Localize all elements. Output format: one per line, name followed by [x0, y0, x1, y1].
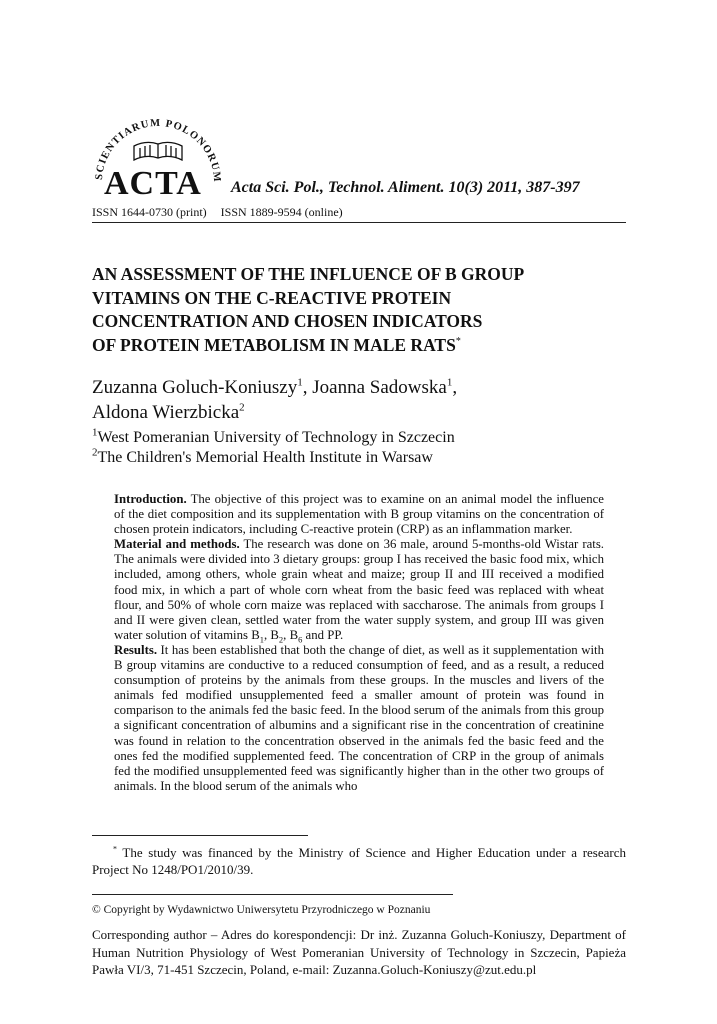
corresponding-author: Corresponding author – Adres do korespondencji: Dr inż. Zuzanna Goluch-Koniuszy, Department of Human Nutrition Physiology of West Pomeranian University of Technology in Szczecin, Papieża Pawła VI/3, 71-451 Szczecin, Poland, e-mail: Zuzanna.Goluch-Koniuszy@zut.edu.pl [92, 927, 626, 977]
title-line: AN ASSESSMENT OF THE INFLUENCE OF B GROUP [92, 264, 525, 284]
paper-title [92, 263, 626, 357]
issn-print: ISSN 1644-0730 (print) [92, 205, 207, 219]
abstract-results: Results. It has been established that both the change of diet, as well as it supplementation with B group vitamins are conductive to a reduced consumption of feed, and as a result, a reduced consumption of proteins by the animals from these groups. In the muscles and livers of the animals fed modified unsupplemented feed a smaller amount of protein was found in comparison to the animals fed the basic feed. In the blood serum of the animals from this group a significant concentration of albumins and a significant rise in the concentration of creatinine was found in relation to the concentration observed in the animals fed the basic feed and the ones fed the modified supplemented feed. The concentration of CRP in the group of animals fed the modified unsupplemented feed was significantly higher than in the other two groups of animals. In the blood serum of the animals who [114, 642, 604, 793]
header-rule [92, 222, 626, 223]
title-line: VITAMINS ON THE C-REACTIVE PROTEIN [92, 287, 452, 308]
title-line: OF PROTEIN METABOLISM IN MALE RATS* [92, 334, 461, 355]
copyright-rule [92, 894, 453, 895]
abstract [114, 492, 604, 794]
affiliations [92, 428, 626, 468]
issn-online: ISSN 1889-9594 (online) [220, 205, 343, 219]
footnote-rule [92, 835, 308, 836]
copyright-notice: © Copyright by Wydawnictwo Uniwersytetu Przyrodniczego w Poznaniu [92, 904, 431, 916]
title-footnote-mark: * [455, 335, 461, 347]
author-name: Zuzanna Goluch-Koniuszy [92, 377, 298, 398]
open-book-icon [134, 142, 182, 160]
journal-citation: Acta Sci. Pol., Technol. Aliment. 10(3) 2011, 387-397 [231, 179, 580, 196]
issn-line [92, 205, 343, 220]
affiliation: $^2$The Children's Memorial Health Institute in Warsaw [92, 446, 433, 466]
logo-arc-text: SCIENTIARUM POLONORUM [93, 117, 223, 184]
funding-footnote: * The study was financed by the Ministry of Science and Higher Education under a research Project No 1248/PO1/2010/39. [92, 844, 626, 877]
author-name: Aldona Wierzbicka [92, 402, 240, 423]
affiliation: $^1$West Pomeranian University of Technology in Szczecin [92, 426, 455, 446]
author-name: Joanna Sadowska [312, 377, 447, 398]
author-list: Zuzanna Goluch-Koniuszy$^1$, Joanna Sadowska$^1$, Aldona Wierzbicka$^2$ [92, 376, 458, 423]
abstract-introduction: Introduction. The objective of this project was to examine on an animal model the influence of the diet composition and its supplementation with B group vitamins on the concentration of chosen protein indicators, including C-reactive protein (CRP) as an inflammation marker. [114, 492, 604, 537]
title-line: CONCENTRATION AND CHOSEN INDICATORS [92, 311, 483, 331]
abstract-methods: Material and methods. The research was done on 36 male, around 5-months-old Wistar rats. The animals were divided into 3 dietary groups: group I has received the basic food mix, which included, among others, whole grain wheat and maize; group II and III received a modified food mix, in which a part of whole corn wheat from the basic feed was replaced with wheat flour, and 50% of whole corn maize was replaced with saccharose. The animals from groups I and II were given clean, settled water from the water supply system, and group III was given water solution of vitamins $B_1$, $B_2$, $B_6$ and PP. [114, 537, 604, 645]
logo-wordmark: ACTA [104, 165, 202, 202]
